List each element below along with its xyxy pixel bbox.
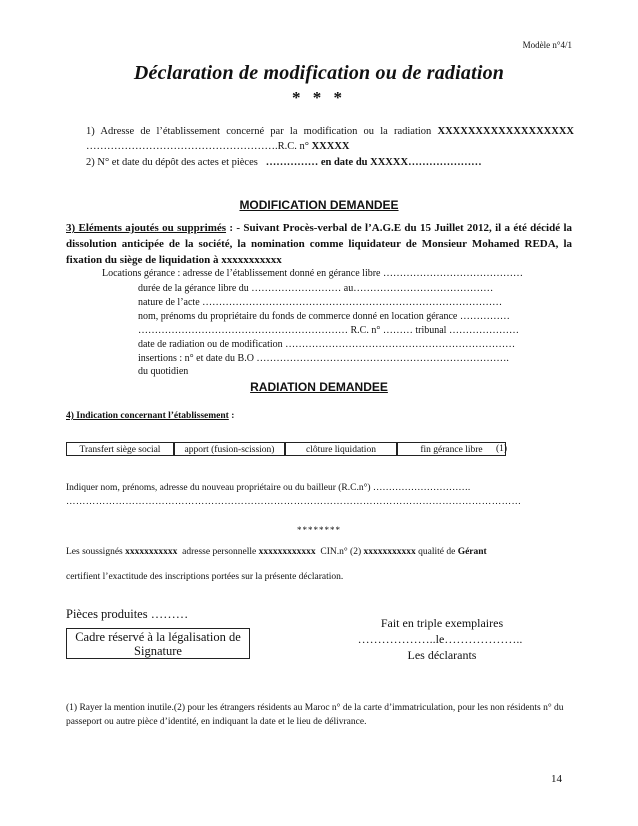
- locations-gerance-line: Locations gérance : adresse de l’établissement donné en gérance libre ……………………………………: [102, 268, 523, 279]
- radiation-heading: RADIATION DEMANDEE: [250, 380, 388, 394]
- signatories-quality-label: qualité de: [418, 547, 456, 557]
- item-1-value: XXXXXXXXXXXXXXXXXX: [437, 126, 575, 137]
- place-date-line: ………………..le………………..: [357, 632, 523, 646]
- item-2-deposit: [86, 157, 482, 168]
- separator-stars: ********: [297, 525, 341, 535]
- sub-line-date-radiation: date de radiation ou de modification ……………………………………………………………: [138, 339, 516, 350]
- item-1-dots: ……………………………………………….: [86, 141, 278, 152]
- sub-line-nature: nature de l’acte ………………………………………………………………………………: [138, 297, 503, 308]
- option-cloture-liquidation[interactable]: clôture liquidation: [285, 442, 397, 456]
- signatories-address-label: adresse personnelle: [182, 547, 257, 557]
- item-4-indication: [66, 411, 234, 421]
- option-transfert-siege[interactable]: Transfert siège social: [66, 442, 174, 456]
- item-4-colon: :: [228, 411, 235, 421]
- signatories-cin-label: CIN.n° (2): [320, 547, 362, 557]
- indiquer-dots-line: …………………………………………………………………………………………………………………………: [66, 497, 522, 507]
- item-1-address: [86, 126, 574, 137]
- item-2-text: 2) N° et date du dépôt des actes et pièces: [86, 157, 258, 168]
- item-1-text: 1) Adresse de l’établissement concerné par la modification ou la radiation: [86, 126, 432, 137]
- item-2-date-label: en date du XXXXX: [320, 157, 409, 168]
- sub-line-proprietaire: nom, prénoms du propriétaire du fonds de commerce donné en location gérance ……………: [138, 311, 510, 322]
- item-2-dots-2: …………………: [408, 157, 482, 168]
- signatories-prefix: Les soussignés: [66, 547, 123, 557]
- declarants-label: Les déclarants: [407, 648, 477, 662]
- certify-line: certifient l’exactitude des inscriptions portées sur la présente déclaration.: [66, 572, 344, 582]
- signatories-line: [66, 547, 487, 557]
- sub-line-rc-tribunal: ……………………………………………………… R.C. n° ……… tribunal …………………: [138, 325, 519, 336]
- options-note: (1): [496, 444, 508, 454]
- footnote: (1) Rayer la mention inutile.(2) pour les étrangers résidents au Maroc n° de la carte d’immatriculation, pour les non résidents n° du passeport ou autre pièce d’identité, en indiquant la date et le lieu de délivrance.: [66, 703, 564, 727]
- page-number: 14: [551, 773, 562, 785]
- item-3-text: : - Suivant Procès-verbal de l’A.G.E du 15 Juillet 2012, il a été décidé la dissolution anticipée de la société, la nomination comme liquidateur de Monsieur Mohamed REDA, la fixation du siège de liquidation à xxxxxxxxxxx: [66, 222, 572, 266]
- signatories-name: xxxxxxxxxxx: [125, 547, 178, 557]
- option-fin-gerance[interactable]: fin gérance libre: [397, 442, 506, 456]
- fait-en-triple: Fait en triple exemplaires: [380, 616, 504, 630]
- indiquer-line: Indiquer nom, prénoms, adresse du nouveau propriétaire ou du bailleur (R.C.n°) ………………………….: [66, 483, 471, 493]
- item-1-line-2: [86, 141, 350, 152]
- item-3-elements: [66, 220, 572, 268]
- item-4-label: 4) Indication concernant l’établissement: [66, 411, 229, 421]
- title-stars: * * *: [292, 88, 346, 107]
- sub-line-duree: durée de la gérance libre du ……………………… au……………………………………: [138, 283, 494, 294]
- sub-line-quotidien: du quotidien: [138, 366, 189, 377]
- signatories-cin: xxxxxxxxxxx: [363, 547, 416, 557]
- rc-value: XXXXX: [311, 141, 350, 152]
- item-2-dots: ……………: [265, 157, 319, 168]
- legalisation-box: Cadre réservé à la légalisation de Signature: [66, 628, 250, 659]
- signatories-quality: Gérant: [457, 547, 487, 557]
- rc-label: R.C. n°: [277, 141, 309, 152]
- page-title: Déclaration de modification ou de radiation: [133, 62, 505, 84]
- modification-heading: MODIFICATION DEMANDEE: [239, 198, 399, 212]
- signatories-address: xxxxxxxxxxxx: [258, 547, 316, 557]
- pieces-produites: Pièces produites ………: [66, 607, 189, 621]
- model-label: Modèle n°4/1: [522, 40, 572, 50]
- option-apport[interactable]: apport (fusion-scission): [174, 442, 285, 456]
- sub-line-insertions: insertions : n° et date du B.O ………………………………………………………………….: [138, 353, 509, 364]
- item-3-label: 3) Eléments ajoutés ou supprimés: [66, 222, 227, 234]
